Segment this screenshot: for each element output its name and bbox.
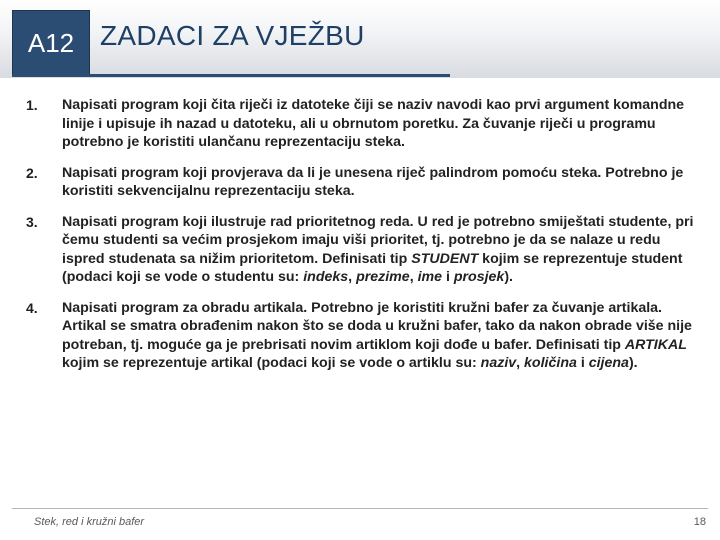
task-item [26,299,698,373]
page-title: ZADACI ZA VJEŽBU [100,20,365,51]
task-number: 1. [26,97,38,113]
task-text: Napisati program koji provjerava da li je unesena riječ palindrom pomoću steka. Potrebno je koristiti sekvencijalnu reprezentaciju steka. [62,164,684,199]
task-item [26,96,698,152]
section-code: A12 [12,10,90,76]
task-text: Napisati program za obradu artikala. Potrebno je koristiti kružni bafer za čuvanje artikala. Artikal se smatra obrađenim nakon što se doda u kružni bafer, tako da nakon obrade više nije potreban, tj. moguće ga je prebrisati novim artiklom koji dođe u bafer. Definisati tip ARTIKAL kojim se reprezentuje artikal (podaci koji se vode o artiklu su: naziv, količina i cijena). [62,299,692,371]
task-list [26,96,698,385]
task-text: Napisati program koji čita riječi iz datoteke čiji se naziv navodi kao prvi argument komandne linije i upisuje ih nazad u datoteku, ali u obrnutom poretku. Za čuvanje riječi u programu potrebno je koristiti ulančanu reprezentaciju steka. [62,97,685,150]
task-text: Napisati program koji ilustruje rad prioritetnog reda. U red je potrebno smiještati studente, pri čemu studenti sa većim prosjekom imaju viši prioritet, tj. potrebno je da se nalaze u redu ispred studenata sa nižim prioritetom. Definisati tip STUDENT kojim se reprezentuje student (podaci koji se vode o studentu su: indeks, prezime, ime i prosjek). [62,213,694,285]
task-number: 4. [26,299,38,316]
task-item [26,213,698,287]
page-number: 18 [693,516,706,528]
task-number: 2. [26,164,38,181]
task-item [26,164,698,201]
task-number: 3. [26,213,38,230]
footer-caption: Stek, red i kružni bafer [34,516,145,528]
title-underline [12,74,450,77]
footer-divider [12,508,708,509]
